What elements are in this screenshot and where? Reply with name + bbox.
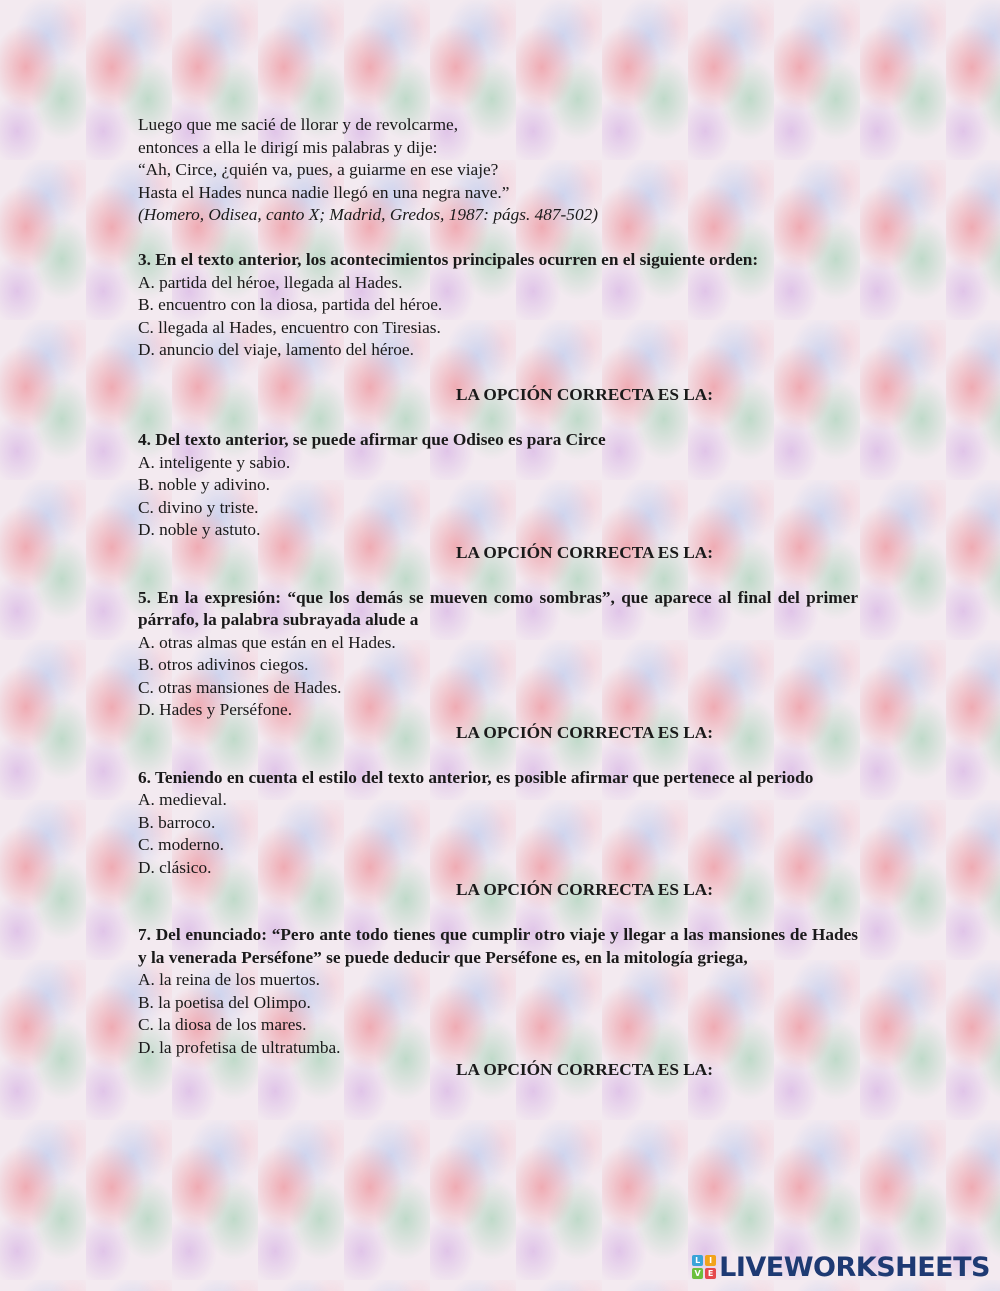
poem-line: Hasta el Hades nunca nadie llegó en una negra nave.” — [138, 182, 510, 202]
logo-letter: V — [692, 1268, 703, 1279]
option-d: D. anuncio del viaje, lamento del héroe. — [138, 340, 414, 359]
option-c: C. divino y triste. — [138, 497, 259, 517]
option-a: A. inteligente y sabio. — [138, 452, 291, 472]
question-3 — [138, 249, 858, 407]
poem-line: entonces a ella le dirigí mis palabras y dije: — [138, 137, 438, 157]
question-stem: 4. Del texto anterior, se puede afirmar que Odiseo es para Circe — [138, 430, 606, 449]
answer-prompt: LA OPCIÓN CORRECTA ES LA: — [456, 880, 714, 899]
question-stem: 5. En la expresión: “que los demás se mueven como sombras”, que aparece al final del primer párrafo, la palabra subrayada alude a — [138, 587, 858, 629]
option-a: A. la reina de los muertos. — [138, 970, 320, 989]
logo-grid-icon — [692, 1255, 716, 1279]
logo-letter: L — [692, 1255, 703, 1266]
option-d: D. Hades y Perséfone. — [138, 700, 293, 719]
option-a: A. partida del héroe, llegada al Hades. — [138, 272, 403, 292]
option-b: B. barroco. — [138, 812, 216, 832]
option-b: B. noble y adivino. — [138, 475, 270, 494]
answer-prompt: LA OPCIÓN CORRECTA ES LA: — [456, 385, 714, 404]
option-a: A. otras almas que están en el Hades. — [138, 632, 396, 652]
option-c: C. otras mansiones de Hades. — [138, 677, 342, 697]
question-stem: 7. Del enunciado: “Pero ante todo tienes que cumplir otro viaje y llegar a las mansiones de Hades y la venerada Perséfone” se puede deducir que Perséfone es, en la mitología griega, — [138, 925, 858, 967]
poem-excerpt — [138, 114, 858, 227]
question-6 — [138, 767, 858, 902]
question-stem: 6. Teniendo en cuenta el estilo del texto anterior, es posible afirmar que pertenece al periodo — [138, 767, 814, 787]
question-7 — [138, 924, 858, 1082]
option-b: B. la poetisa del Olimpo. — [138, 992, 311, 1012]
option-b: B. otros adivinos ciegos. — [138, 655, 309, 674]
option-d: D. clásico. — [138, 857, 212, 877]
logo-text: LIVEWORKSHEETS — [719, 1251, 990, 1283]
option-c: C. llegada al Hades, encuentro con Tiresias. — [138, 317, 441, 337]
logo-letter: I — [705, 1255, 716, 1266]
answer-prompt: LA OPCIÓN CORRECTA ES LA: — [456, 542, 714, 562]
worksheet-content — [138, 114, 858, 1082]
question-stem: 3. En el texto anterior, los acontecimientos principales ocurren en el siguiente orden: — [138, 250, 759, 269]
answer-prompt: LA OPCIÓN CORRECTA ES LA: — [456, 722, 714, 742]
answer-prompt: LA OPCIÓN CORRECTA ES LA: — [456, 1060, 714, 1079]
option-b: B. encuentro con la diosa, partida del héroe. — [138, 295, 443, 314]
poem-line: Luego que me sacié de llorar y de revolcarme, — [138, 115, 459, 134]
question-4 — [138, 429, 858, 564]
option-d: D. la profetisa de ultratumba. — [138, 1037, 341, 1057]
poem-line: “Ah, Circe, ¿quién va, pues, a guiarme en ese viaje? — [138, 160, 499, 179]
question-5 — [138, 587, 858, 745]
option-c: C. moderno. — [138, 835, 224, 854]
logo-letter: E — [705, 1268, 716, 1279]
option-d: D. noble y astuto. — [138, 520, 261, 539]
option-c: C. la diosa de los mares. — [138, 1015, 307, 1034]
option-a: A. medieval. — [138, 790, 227, 809]
liveworksheets-logo — [692, 1252, 990, 1282]
poem-citation: (Homero, Odisea, canto X; Madrid, Gredos, 1987: págs. 487-502) — [138, 205, 598, 224]
